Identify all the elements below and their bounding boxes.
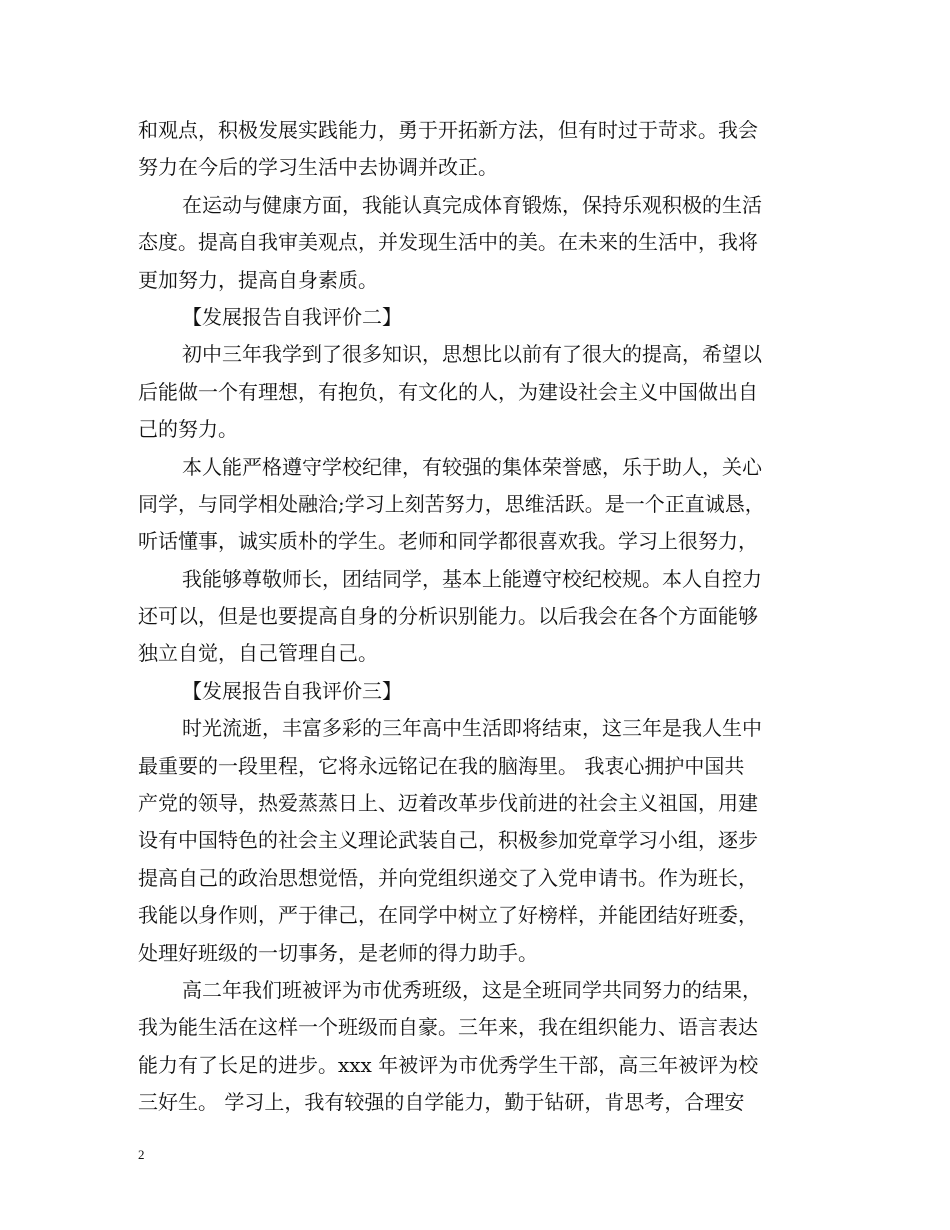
text-line: 处理好班级的一切事务，是老师的得力助手。 xyxy=(138,940,538,965)
section-heading: 【发展报告自我评价三】 xyxy=(182,678,402,703)
text-line: 三好生。 学习上，我有较强的自学能力，勤于钻研，肯思考，合理安 xyxy=(138,1090,745,1115)
text-line: 我能以身作则，严于律己，在同学中树立了好榜样，并能团结好班委， xyxy=(138,903,758,928)
text-line: 我为能生活在这样一个班级而自豪。三年来，我在组织能力、语言表达 xyxy=(138,1015,758,1040)
text-line: 在运动与健康方面，我能认真完成体育锻炼，保持乐观积极的生活 xyxy=(182,192,762,217)
text-line: 己的努力。 xyxy=(138,417,238,442)
text-line: 我能够尊敬师长，团结同学，基本上能遵守校纪校规。本人自控力 xyxy=(182,566,762,591)
text-line: 听话懂事，诚实质朴的学生。老师和同学都很喜欢我。学习上很努力， xyxy=(138,529,758,554)
text-line: 独立自觉，自己管理自己。 xyxy=(138,641,378,666)
body-text xyxy=(138,112,828,1122)
text-line: 产党的领导，热爱蒸蒸日上、迈着改革步伐前进的社会主义祖国，用建 xyxy=(138,791,758,816)
text-line: 设有中国特色的社会主义理论武装自己，积极参加党章学习小组，逐步 xyxy=(138,828,758,853)
text-line: 高二年我们班被评为市优秀班级，这是全班同学共同努力的结果， xyxy=(182,977,762,1002)
text-line: 本人能严格遵守学校纪律，有较强的集体荣誉感，乐于助人，关心 xyxy=(182,454,762,479)
text-line: 更加努力，提高自身素质。 xyxy=(138,267,378,292)
text-line: 时光流逝，丰富多彩的三年高中生活即将结束，这三年是我人生中 xyxy=(182,716,762,741)
text-line: 同学，与同学相处融洽;学习上刻苦努力，思维活跃。是一个正直诚恳， xyxy=(138,491,765,516)
text-line: 努力在今后的学习生活中去协调并改正。 xyxy=(138,155,498,180)
text-line: 态度。提高自我审美观点，并发现生活中的美。在未来的生活中，我将 xyxy=(138,230,758,255)
page-number: 2 xyxy=(138,1147,145,1162)
text-line: 能力有了长足的进步。xxx 年被评为市优秀学生干部，高三年被评为校 xyxy=(138,1052,759,1077)
text-line: 后能做一个有理想，有抱负，有文化的人，为建设社会主义中国做出自 xyxy=(138,379,758,404)
text-line: 最重要的一段里程，它将永远铭记在我的脑海里。 我衷心拥护中国共 xyxy=(138,753,745,778)
text-line: 还可以，但是也要提高自身的分析识别能力。以后我会在各个方面能够 xyxy=(138,604,758,629)
text-line: 和观点，积极发展实践能力，勇于开拓新方法，但有时过于苛求。我会 xyxy=(138,118,758,142)
text-line: 初中三年我学到了很多知识，思想比以前有了很大的提高，希望以 xyxy=(182,342,762,367)
text-line: 提高自己的政治思想觉悟，并向党组织递交了入党申请书。作为班长， xyxy=(138,865,758,890)
section-heading: 【发展报告自我评价二】 xyxy=(182,304,402,329)
